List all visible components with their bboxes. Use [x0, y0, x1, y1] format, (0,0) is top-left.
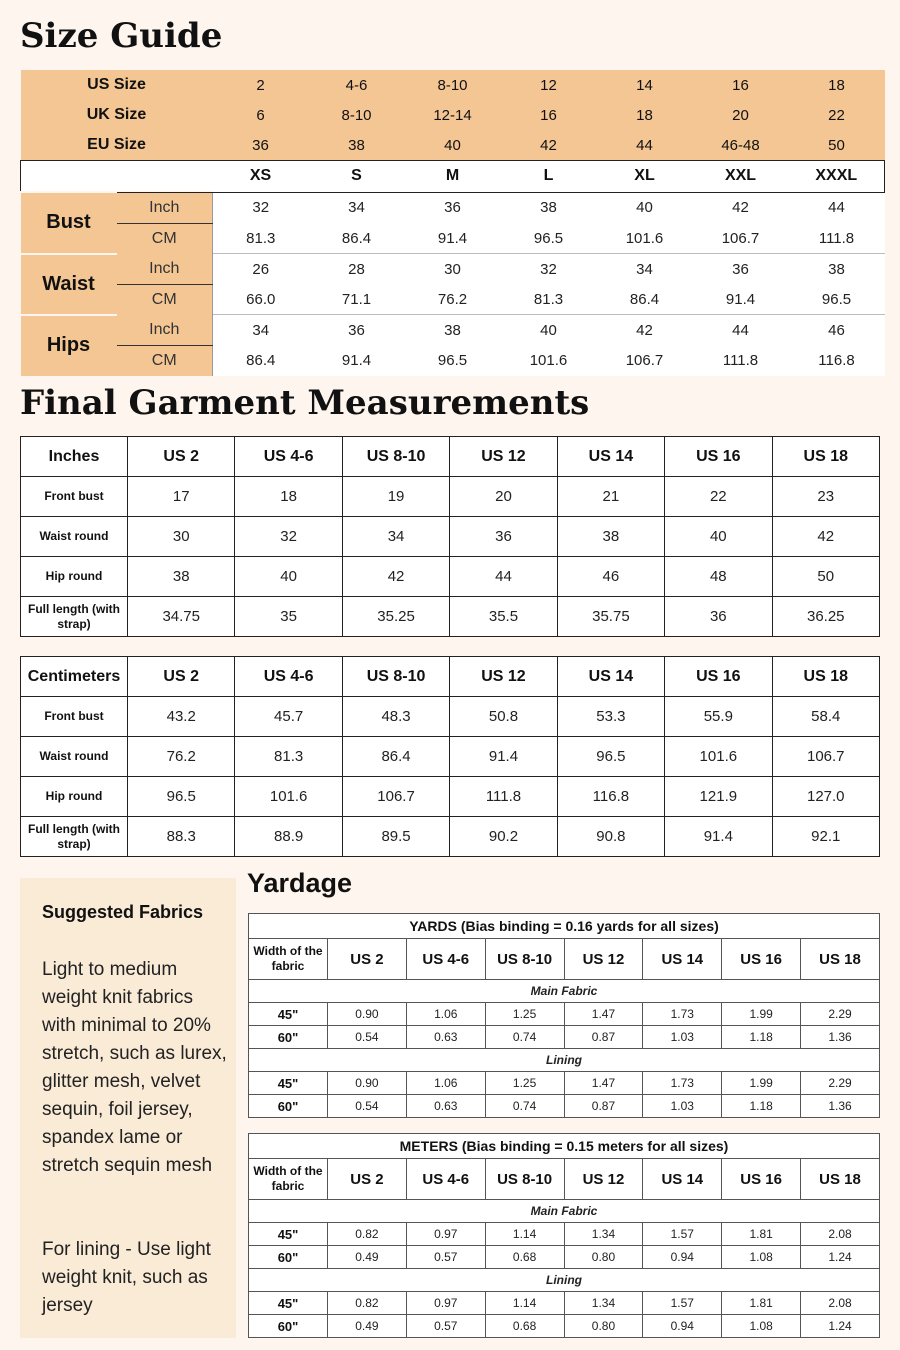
caption-row	[249, 914, 880, 939]
amount-cell: 0.82	[328, 1292, 407, 1315]
unit-label: CM	[117, 284, 213, 315]
size-header: US 12	[450, 437, 557, 477]
fabric-width: 45"	[249, 1072, 328, 1095]
size-header: US 4-6	[235, 657, 342, 697]
lining-description: For lining - Use light weight knit, such as jersey	[42, 1239, 211, 1316]
measurement-value: 91.4	[309, 345, 405, 376]
size-value: 16	[693, 70, 789, 100]
measurement-row-cm	[21, 284, 885, 315]
letters-blank	[21, 161, 213, 193]
measurement-value: 44	[789, 192, 885, 223]
yardage-meters-table	[248, 1133, 880, 1338]
size-label: UK Size	[21, 100, 213, 130]
amount-cell: 2.08	[801, 1292, 880, 1315]
row-label: Front bust	[21, 697, 128, 737]
value-cell: 22	[665, 477, 772, 517]
measurement-value: 86.4	[213, 345, 309, 376]
fabrics-title: Suggested Fabrics	[42, 902, 204, 922]
width-label: Width of the fabric	[249, 939, 328, 980]
amount-cell: 0.87	[564, 1026, 643, 1049]
amount-cell: 1.14	[485, 1223, 564, 1246]
value-cell: 36.25	[772, 597, 879, 637]
amount-cell: 1.14	[485, 1292, 564, 1315]
value-cell: 18	[235, 477, 342, 517]
value-cell: 46	[557, 557, 664, 597]
table-row	[21, 597, 880, 637]
value-cell: 121.9	[665, 777, 772, 817]
row-label: Waist round	[21, 517, 128, 557]
amount-cell: 1.73	[643, 1072, 722, 1095]
amount-cell: 1.57	[643, 1223, 722, 1246]
value-cell: 36	[450, 517, 557, 557]
amount-cell: 1.47	[564, 1072, 643, 1095]
value-cell: 23	[772, 477, 879, 517]
size-value: 8-10	[405, 70, 501, 100]
size-header: US 4-6	[406, 1159, 485, 1200]
row-label: Hip round	[21, 557, 128, 597]
size-header: US 2	[328, 939, 407, 980]
size-value: 50	[789, 130, 885, 161]
amount-cell: 1.18	[722, 1026, 801, 1049]
amount-cell: 2.08	[801, 1223, 880, 1246]
size-header: US 16	[722, 939, 801, 980]
size-value: 20	[693, 100, 789, 130]
fabric-width: 60"	[249, 1026, 328, 1049]
measurement-row-inch	[21, 192, 885, 223]
value-cell: 86.4	[342, 737, 449, 777]
measurement-value: 116.8	[789, 345, 885, 376]
size-row-us	[21, 70, 885, 100]
value-cell: 35	[235, 597, 342, 637]
value-cell: 89.5	[342, 817, 449, 857]
measurement-value: 96.5	[501, 223, 597, 254]
measurement-value: 42	[693, 192, 789, 223]
table-row	[249, 1246, 880, 1269]
amount-cell: 0.94	[643, 1315, 722, 1338]
amount-cell: 1.25	[485, 1003, 564, 1026]
size-value: 38	[309, 130, 405, 161]
table-row	[21, 477, 880, 517]
value-cell: 45.7	[235, 697, 342, 737]
measurement-value: 38	[501, 192, 597, 223]
size-header: US 12	[564, 939, 643, 980]
fabrics-description: Light to medium weight knit fabrics with minimal to 20% stretch, such as lurex, glitter mesh, velvet sequin, foil jersey, spandex lame or stretch sequin mesh	[42, 959, 227, 1176]
table-caption: METERS (Bias binding = 0.15 meters for all sizes)	[249, 1134, 880, 1159]
amount-cell: 0.74	[485, 1026, 564, 1049]
amount-cell: 0.54	[328, 1095, 407, 1118]
value-cell: 42	[342, 557, 449, 597]
size-guide-title: Size Guide	[20, 16, 223, 56]
measurement-value: 96.5	[789, 284, 885, 315]
table-row	[21, 817, 880, 857]
section-row	[249, 1049, 880, 1072]
value-cell: 20	[450, 477, 557, 517]
table-caption: YARDS (Bias binding = 0.16 yards for all sizes)	[249, 914, 880, 939]
amount-cell: 0.97	[406, 1292, 485, 1315]
value-cell: 43.2	[128, 697, 235, 737]
measurement-value: 32	[213, 192, 309, 223]
measurement-value: 81.3	[213, 223, 309, 254]
value-cell: 88.3	[128, 817, 235, 857]
table-row	[21, 557, 880, 597]
value-cell: 36	[665, 597, 772, 637]
width-label: Width of the fabric	[249, 1159, 328, 1200]
yardage-title: Yardage	[247, 868, 353, 898]
measurement-value: 101.6	[501, 345, 597, 376]
table-row	[249, 1223, 880, 1246]
amount-cell: 0.63	[406, 1026, 485, 1049]
value-cell: 35.25	[342, 597, 449, 637]
value-cell: 92.1	[772, 817, 879, 857]
unit-label: CM	[117, 345, 213, 376]
size-header: US 18	[772, 437, 879, 477]
measurement-name: Bust	[21, 192, 117, 254]
measurement-value: 36	[405, 192, 501, 223]
value-cell: 106.7	[342, 777, 449, 817]
measurement-value: 38	[789, 254, 885, 285]
size-value: 16	[501, 100, 597, 130]
amount-cell: 1.08	[722, 1315, 801, 1338]
amount-cell: 2.29	[801, 1072, 880, 1095]
measurement-value: 34	[597, 254, 693, 285]
amount-cell: 1.36	[801, 1026, 880, 1049]
table-row	[21, 737, 880, 777]
table-row	[249, 1072, 880, 1095]
size-value: 36	[213, 130, 309, 161]
section-label: Main Fabric	[249, 980, 880, 1003]
header-row	[249, 1159, 880, 1200]
section-row	[249, 1269, 880, 1292]
garment-cm-table	[20, 656, 880, 857]
section-label: Main Fabric	[249, 1200, 880, 1223]
measurement-value: 38	[405, 315, 501, 346]
amount-cell: 0.82	[328, 1223, 407, 1246]
amount-cell: 1.34	[564, 1292, 643, 1315]
size-header: US 14	[643, 1159, 722, 1200]
measurement-value: 66.0	[213, 284, 309, 315]
amount-cell: 1.34	[564, 1223, 643, 1246]
amount-cell: 0.90	[328, 1003, 407, 1026]
value-cell: 88.9	[235, 817, 342, 857]
table-row	[249, 1292, 880, 1315]
measurement-value: 46	[789, 315, 885, 346]
corner-label: Inches	[21, 437, 128, 477]
section-row	[249, 1200, 880, 1223]
size-header: US 8-10	[485, 1159, 564, 1200]
amount-cell: 0.97	[406, 1223, 485, 1246]
measurement-value: 28	[309, 254, 405, 285]
row-label: Front bust	[21, 477, 128, 517]
measurement-value: 106.7	[597, 345, 693, 376]
size-guide-table	[20, 70, 885, 376]
size-value: 12-14	[405, 100, 501, 130]
value-cell: 53.3	[557, 697, 664, 737]
unit-label: CM	[117, 223, 213, 254]
section-label: Lining	[249, 1049, 880, 1072]
header-row	[249, 939, 880, 980]
measurement-value: 34	[213, 315, 309, 346]
size-value: 46-48	[693, 130, 789, 161]
size-value: 22	[789, 100, 885, 130]
amount-cell: 1.25	[485, 1072, 564, 1095]
amount-cell: 1.18	[722, 1095, 801, 1118]
size-header: US 16	[722, 1159, 801, 1200]
size-letter: S	[309, 161, 405, 193]
section-label: Lining	[249, 1269, 880, 1292]
measurement-value: 71.1	[309, 284, 405, 315]
amount-cell: 1.73	[643, 1003, 722, 1026]
corner-label: Centimeters	[21, 657, 128, 697]
value-cell: 96.5	[128, 777, 235, 817]
size-header: US 18	[801, 939, 880, 980]
final-garment-title: Final Garment Measurements	[20, 383, 590, 423]
size-header: US 8-10	[485, 939, 564, 980]
fabric-width: 45"	[249, 1292, 328, 1315]
size-value: 6	[213, 100, 309, 130]
amount-cell: 2.29	[801, 1003, 880, 1026]
size-value: 14	[597, 70, 693, 100]
amount-cell: 1.06	[406, 1072, 485, 1095]
amount-cell: 0.90	[328, 1072, 407, 1095]
size-header: US 8-10	[342, 437, 449, 477]
value-cell: 50.8	[450, 697, 557, 737]
amount-cell: 1.03	[643, 1026, 722, 1049]
size-header: US 14	[557, 657, 664, 697]
amount-cell: 0.63	[406, 1095, 485, 1118]
amount-cell: 0.49	[328, 1246, 407, 1269]
amount-cell: 0.57	[406, 1246, 485, 1269]
amount-cell: 1.24	[801, 1315, 880, 1338]
size-header: US 18	[801, 1159, 880, 1200]
amount-cell: 1.99	[722, 1003, 801, 1026]
size-value: 42	[501, 130, 597, 161]
value-cell: 76.2	[128, 737, 235, 777]
value-cell: 58.4	[772, 697, 879, 737]
value-cell: 81.3	[235, 737, 342, 777]
size-header: US 4-6	[235, 437, 342, 477]
amount-cell: 0.68	[485, 1315, 564, 1338]
value-cell: 42	[772, 517, 879, 557]
size-header: US 14	[643, 939, 722, 980]
measurement-value: 44	[693, 315, 789, 346]
size-value: 8-10	[309, 100, 405, 130]
size-value: 18	[597, 100, 693, 130]
value-cell: 91.4	[450, 737, 557, 777]
header-row	[21, 437, 880, 477]
row-label: Hip round	[21, 777, 128, 817]
amount-cell: 1.47	[564, 1003, 643, 1026]
measurement-value: 81.3	[501, 284, 597, 315]
value-cell: 40	[235, 557, 342, 597]
value-cell: 101.6	[235, 777, 342, 817]
measurement-value: 86.4	[309, 223, 405, 254]
measurement-value: 40	[501, 315, 597, 346]
fabric-width: 45"	[249, 1223, 328, 1246]
size-value: 2	[213, 70, 309, 100]
amount-cell: 1.57	[643, 1292, 722, 1315]
measurement-value: 36	[693, 254, 789, 285]
measurement-row-inch	[21, 315, 885, 346]
amount-cell: 1.99	[722, 1072, 801, 1095]
value-cell: 48	[665, 557, 772, 597]
size-value: 12	[501, 70, 597, 100]
suggested-fabrics-box	[20, 878, 236, 1338]
amount-cell: 1.03	[643, 1095, 722, 1118]
measurement-value: 91.4	[693, 284, 789, 315]
measurement-value: 76.2	[405, 284, 501, 315]
size-header: US 2	[128, 437, 235, 477]
size-letter: XXXL	[789, 161, 885, 193]
measurement-value: 96.5	[405, 345, 501, 376]
value-cell: 35.75	[557, 597, 664, 637]
measurement-value: 42	[597, 315, 693, 346]
size-header: US 16	[665, 657, 772, 697]
measurement-value: 111.8	[789, 223, 885, 254]
value-cell: 19	[342, 477, 449, 517]
size-letter: M	[405, 161, 501, 193]
size-header: US 12	[450, 657, 557, 697]
section-row	[249, 980, 880, 1003]
table-row	[21, 777, 880, 817]
amount-cell: 1.36	[801, 1095, 880, 1118]
amount-cell: 1.08	[722, 1246, 801, 1269]
value-cell: 38	[557, 517, 664, 557]
row-label: Full length (with strap)	[21, 817, 128, 857]
size-letter: L	[501, 161, 597, 193]
amount-cell: 0.94	[643, 1246, 722, 1269]
measurement-value: 91.4	[405, 223, 501, 254]
size-value: 4-6	[309, 70, 405, 100]
size-row-uk	[21, 100, 885, 130]
measurement-name: Hips	[21, 315, 117, 376]
unit-label: Inch	[117, 254, 213, 285]
size-label: EU Size	[21, 130, 213, 161]
header-row	[21, 657, 880, 697]
amount-cell: 0.54	[328, 1026, 407, 1049]
row-label: Waist round	[21, 737, 128, 777]
amount-cell: 0.68	[485, 1246, 564, 1269]
amount-cell: 1.81	[722, 1223, 801, 1246]
table-row	[249, 1003, 880, 1026]
value-cell: 90.8	[557, 817, 664, 857]
size-letter: XXL	[693, 161, 789, 193]
fabric-width: 60"	[249, 1095, 328, 1118]
size-header: US 16	[665, 437, 772, 477]
measurement-value: 34	[309, 192, 405, 223]
value-cell: 30	[128, 517, 235, 557]
value-cell: 21	[557, 477, 664, 517]
table-row	[21, 697, 880, 737]
value-cell: 106.7	[772, 737, 879, 777]
measurement-row-cm	[21, 345, 885, 376]
yardage-yards-table	[248, 913, 880, 1118]
fabric-width: 45"	[249, 1003, 328, 1026]
row-label: Full length (with strap)	[21, 597, 128, 637]
size-header: US 2	[128, 657, 235, 697]
table-row	[249, 1315, 880, 1338]
value-cell: 101.6	[665, 737, 772, 777]
value-cell: 17	[128, 477, 235, 517]
measurement-value: 32	[501, 254, 597, 285]
value-cell: 40	[665, 517, 772, 557]
value-cell: 55.9	[665, 697, 772, 737]
measurement-row-cm	[21, 223, 885, 254]
measurement-name: Waist	[21, 254, 117, 315]
measurement-value: 106.7	[693, 223, 789, 254]
measurement-value: 26	[213, 254, 309, 285]
size-header: US 8-10	[342, 657, 449, 697]
size-value: 18	[789, 70, 885, 100]
size-row-eu	[21, 130, 885, 161]
garment-inches-table	[20, 436, 880, 637]
value-cell: 91.4	[665, 817, 772, 857]
amount-cell: 0.49	[328, 1315, 407, 1338]
amount-cell: 1.06	[406, 1003, 485, 1026]
value-cell: 34	[342, 517, 449, 557]
value-cell: 116.8	[557, 777, 664, 817]
caption-row	[249, 1134, 880, 1159]
value-cell: 96.5	[557, 737, 664, 777]
size-header: US 2	[328, 1159, 407, 1200]
size-header: US 12	[564, 1159, 643, 1200]
value-cell: 111.8	[450, 777, 557, 817]
size-letter: XL	[597, 161, 693, 193]
amount-cell: 0.87	[564, 1095, 643, 1118]
table-row	[249, 1095, 880, 1118]
value-cell: 38	[128, 557, 235, 597]
value-cell: 48.3	[342, 697, 449, 737]
amount-cell: 0.80	[564, 1315, 643, 1338]
value-cell: 34.75	[128, 597, 235, 637]
size-letters-row	[21, 161, 885, 193]
measurement-value: 36	[309, 315, 405, 346]
amount-cell: 1.24	[801, 1246, 880, 1269]
amount-cell: 0.57	[406, 1315, 485, 1338]
amount-cell: 1.81	[722, 1292, 801, 1315]
fabric-width: 60"	[249, 1315, 328, 1338]
table-row	[21, 517, 880, 557]
measurement-value: 40	[597, 192, 693, 223]
value-cell: 35.5	[450, 597, 557, 637]
unit-label: Inch	[117, 192, 213, 223]
value-cell: 50	[772, 557, 879, 597]
size-header: US 18	[772, 657, 879, 697]
table-row	[249, 1026, 880, 1049]
value-cell: 44	[450, 557, 557, 597]
size-label: US Size	[21, 70, 213, 100]
value-cell: 32	[235, 517, 342, 557]
size-header: US 4-6	[406, 939, 485, 980]
size-letter: XS	[213, 161, 309, 193]
measurement-value: 111.8	[693, 345, 789, 376]
fabric-width: 60"	[249, 1246, 328, 1269]
amount-cell: 0.74	[485, 1095, 564, 1118]
value-cell: 127.0	[772, 777, 879, 817]
amount-cell: 0.80	[564, 1246, 643, 1269]
size-value: 40	[405, 130, 501, 161]
measurement-row-inch	[21, 254, 885, 285]
size-header: US 14	[557, 437, 664, 477]
measurement-value: 30	[405, 254, 501, 285]
measurement-value: 86.4	[597, 284, 693, 315]
unit-label: Inch	[117, 315, 213, 346]
value-cell: 90.2	[450, 817, 557, 857]
measurement-value: 101.6	[597, 223, 693, 254]
size-value: 44	[597, 130, 693, 161]
